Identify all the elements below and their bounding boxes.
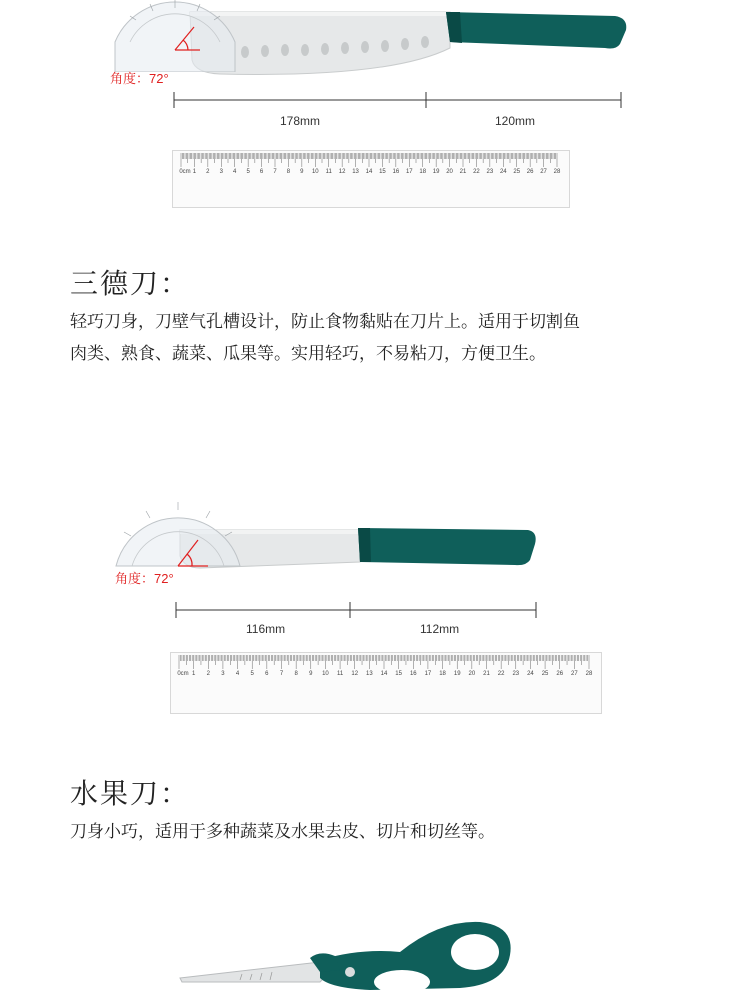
ruler-ticks (173, 151, 571, 169)
ruler-number: 13 (352, 169, 359, 175)
santoku-dimension-lines (170, 90, 625, 110)
fruit-knife-description: 刀身小巧，适用于多种蔬菜及水果去皮、切片和切丝等。 (70, 822, 495, 842)
ruler-number: 9 (300, 169, 304, 175)
ruler-number: 4 (233, 169, 237, 175)
ruler-number: 14 (365, 169, 373, 175)
ruler-number: 14 (380, 671, 388, 677)
ruler-number: 12 (351, 671, 359, 677)
santoku-ruler (172, 150, 570, 208)
scissors-image (170, 910, 530, 1000)
santoku-handle-length: 120mm (495, 114, 536, 128)
ruler-number: 17 (424, 671, 432, 677)
ruler-number: 5 (246, 169, 250, 175)
ruler-number: 8 (286, 169, 291, 175)
santoku-title: 三德刀： (70, 267, 191, 300)
fruit-knife-ruler (170, 652, 602, 714)
ruler-number: 25 (541, 671, 549, 677)
ruler-number: 16 (409, 671, 417, 677)
ruler-number: 22 (473, 169, 480, 175)
ruler-number: 3 (221, 671, 225, 677)
ruler-number: 20 (446, 169, 453, 175)
ruler-number: 1 (191, 671, 196, 677)
ruler-number: 2 (206, 671, 210, 677)
ruler-number: 10 (322, 671, 329, 677)
ruler-numbers (175, 169, 567, 179)
ruler-number: 17 (405, 169, 413, 175)
fruit-knife-dimension-lines (172, 600, 540, 620)
ruler-number: 11 (325, 169, 332, 175)
ruler-number: 19 (453, 671, 461, 677)
ruler-number: 28 (553, 169, 561, 175)
fruit-knife-section (0, 480, 750, 740)
ruler-number: 21 (459, 169, 467, 175)
ruler-number: 28 (585, 671, 593, 677)
santoku-angle-label: 角度：72° (110, 71, 169, 86)
fruit-knife-blade-length: 116mm (246, 622, 286, 636)
ruler-number: 7 (279, 671, 284, 677)
fruit-knife-angle-label: 角度：72° (115, 571, 174, 586)
ruler-number: 6 (265, 671, 269, 677)
ruler-number: 26 (556, 671, 564, 677)
ruler-number: 24 (527, 671, 534, 677)
ruler-number: 4 (235, 671, 240, 677)
ruler-number: 11 (336, 671, 344, 677)
santoku-description-line1: 轻巧刀身，刀壁气孔槽设计，防止食物黏贴在刀片上。适用于切割鱼 (70, 312, 580, 332)
protractor-icon (112, 492, 244, 570)
ruler-number: 12 (338, 169, 346, 175)
ruler-number: 15 (379, 169, 386, 175)
ruler-number: 7 (273, 169, 277, 175)
ruler-number: 15 (395, 671, 402, 677)
ruler-number: 19 (432, 169, 440, 175)
protractor-icon (110, 0, 240, 72)
ruler-number: 22 (497, 671, 505, 677)
ruler-ticks (171, 653, 603, 671)
ruler-number: 10 (311, 169, 319, 175)
ruler-number: 27 (540, 169, 547, 175)
ruler-number: 23 (486, 169, 494, 175)
ruler-number: 8 (294, 671, 298, 677)
ruler-number: 24 (499, 169, 507, 175)
ruler-numbers (173, 671, 599, 681)
ruler-number: 16 (392, 169, 400, 175)
ruler-number: 1 (192, 169, 197, 175)
ruler-number: 13 (366, 671, 373, 677)
ruler-number: 21 (483, 671, 490, 677)
ruler-number: 3 (219, 169, 223, 175)
ruler-number: 18 (439, 671, 446, 677)
ruler-number: 9 (309, 671, 313, 677)
santoku-blade-length: 178mm (280, 114, 321, 128)
ruler-number: 27 (571, 671, 578, 677)
ruler-unit-label: 0cm (179, 169, 191, 175)
fruit-knife-handle-length: 112mm (420, 622, 460, 636)
santoku-description-line2: 肉类、熟食、蔬菜、瓜果等。实用轻巧，不易粘刀，方便卫生。 (70, 344, 546, 364)
ruler-number: 26 (526, 169, 534, 175)
ruler-number: 5 (250, 671, 254, 677)
ruler-number: 18 (419, 169, 427, 175)
ruler-number: 20 (468, 671, 476, 677)
fruit-knife-title: 水果刀： (70, 777, 191, 810)
ruler-number: 6 (259, 169, 264, 175)
ruler-number: 2 (206, 169, 210, 175)
ruler-number: 25 (513, 169, 521, 175)
ruler-number: 23 (512, 671, 520, 677)
ruler-unit-label: 0cm (177, 671, 189, 677)
